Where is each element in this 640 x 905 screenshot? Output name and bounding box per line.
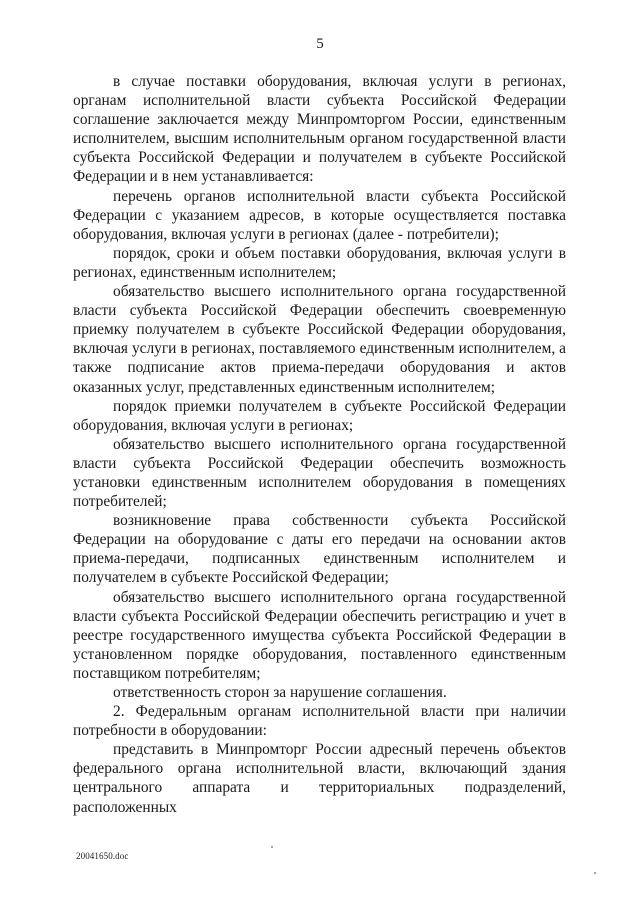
page-number: 5 <box>316 36 324 52</box>
paragraph: представить в Минпромторг России адресный перечень объектов федерального органа исполнительной власти, включающий здания центрального аппарата и территориальных подразделений, расположенных <box>73 741 566 816</box>
paragraph: порядок, сроки и объем поставки оборудования, включая услуги в регионах, единственным исполнителем; <box>73 244 566 281</box>
scan-speck <box>271 846 273 848</box>
scan-speck <box>594 872 596 874</box>
paragraph: возникновение права собственности субъекта Российской Федерации на оборудование с даты его передачи на основании актов приема-передачи, подписанных единственным исполнителем и получателем в субъекте Российской Федерации; <box>73 512 566 587</box>
paragraph: обязательство высшего исполнительного органа государственной власти субъекта Российской Федерации обеспечить регистрацию и учет в реестре государственного имущества субъекта Российской Федерации в установленном порядке оборудования, поставленного единственным поставщиком потребителям; <box>73 588 566 682</box>
paragraph: в случае поставки оборудования, включая услуги в регионах, органам исполнительной власти субъекта Российской Федерации соглашение заключается между Минпромторгом России, единственным исполнителем, высшим исполнительным органом государственной власти субъекта Российской Федерации и получателем в субъекте Российской Федерации и в нем устанавливается: <box>73 73 566 186</box>
paragraph: 2. Федеральным органам исполнительной власти при наличии потребности в оборудовании: <box>73 703 566 740</box>
paragraph: порядок приемки получателем в субъекте Российской Федерации оборудования, включая услуги в регионах; <box>73 397 566 434</box>
paragraph: обязательство высшего исполнительного органа государственной власти субъекта Российской Федерации обеспечить возможность установки единственным исполнителем оборудования в помещениях потребителей; <box>73 435 566 511</box>
paragraph: ответственность сторон за нарушение соглашения. <box>113 684 447 701</box>
footer-filename: 20041650.doc <box>76 851 129 861</box>
document-body <box>73 72 566 817</box>
paragraph: перечень органов исполнительной власти субъекта Российской Федерации с указанием адресов, в которые осуществляется поставка оборудования, включая услуги в регионах (далее - потребители); <box>73 187 566 243</box>
paragraph: обязательство высшего исполнительного органа государственной власти субъекта Российской Федерации обеспечить своевременную приемку получателем в субъекте Российской Федерации оборудования, включая услуги в регионах, поставляемого единственным исполнителем, а также подписание актов приема-передачи оборудования и актов оказанных услуг, представленных единственным исполнителем; <box>73 283 566 396</box>
